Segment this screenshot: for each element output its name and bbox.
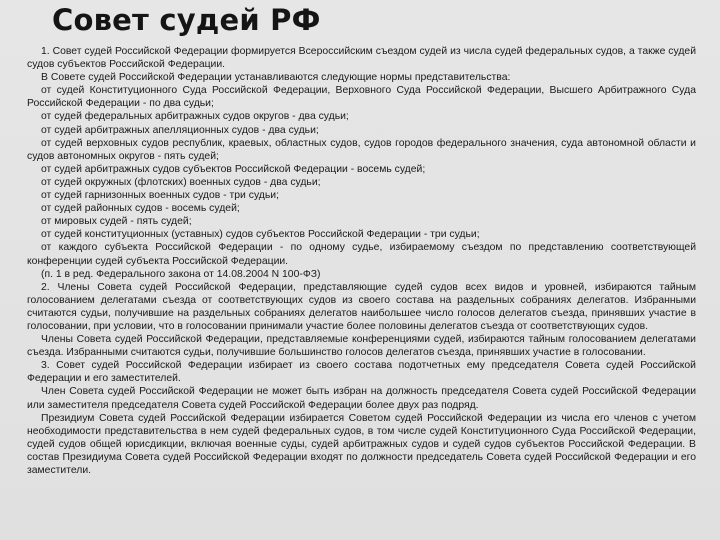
paragraph: от судей конституционных (уставных) судов субъектов Российской Федерации - три судьи; (41, 229, 480, 241)
paragraph: от судей районных судов - восемь судей; (41, 203, 240, 215)
paragraph: от каждого субъекта Российской Федерации - по одному судье, избираемому съездом по представлению соответствующей конференции судей субъекта Российской Федерации. (27, 242, 696, 267)
paragraph: Президиум Совета судей Российской Федерации избирается Советом судей Российской Федерации из числа его членов с учетом необходимости представительства в нем судей федеральных судов, в том числе судей Конституционного Суда Российской Федерации, судей судов общей юрисдикции, включая военные суды, судей арбитражных судов и судей судов субъектов Российской Федерации. В состав Президиума Совета судей Российской Федерации входят по должности председатель Совета судей Российской Федерации и его заместители. (27, 412, 696, 476)
paragraph: 1. Совет судей Российской Федерации формируется Всероссийским съездом судей из числа судей федеральных судов, а также судей судов субъектов Российской Федерации. (27, 46, 696, 71)
paragraph: от судей окружных (флотских) военных судов - два судьи; (41, 176, 321, 188)
paragraph: от судей верховных судов республик, краевых, областных судов, судов городов федерального значения, суда автономной области и судов автономных округов - пять судей; (27, 137, 696, 162)
paragraph: от судей гарнизонных военных судов - три судьи; (41, 190, 279, 202)
paragraph: Члены Совета судей Российской Федерации, представляемые конференциями судей, избираются тайным голосованием делегатами съезда. Избранными считаются судьи, получившие большинство голосов делегатов съезда, принявших участие в голосовании. (27, 334, 696, 359)
paragraph: от судей Конституционного Суда Российской Федерации, Верховного Суда Российской Федерации, Высшего Арбитражного Суда Российской Федерации - по два судьи; (27, 85, 696, 110)
paragraph: (п. 1 в ред. Федерального закона от 14.08.2004 N 100-ФЗ) (41, 268, 321, 280)
paragraph: от судей федеральных арбитражных судов округов - два судьи; (41, 111, 349, 123)
paragraph: Член Совета судей Российской Федерации не может быть избран на должность председателя Совета судей Российской Федерации или заместителя председателя Совета судей Российской Федерации более двух раз подряд. (27, 386, 696, 411)
paragraph: от мировых судей - пять судей; (41, 216, 192, 228)
paragraph: 3. Совет судей Российской Федерации избирает из своего состава подотчетных ему председателя Совета судей Российской Федерации и его заместителей. (27, 360, 696, 385)
paragraph: В Совете судей Российской Федерации устанавливаются следующие нормы представительства: (41, 72, 511, 84)
paragraph: от судей арбитражных апелляционных судов - два судьи; (41, 124, 319, 136)
slide-title: Совет судей РФ (52, 3, 321, 37)
paragraph: 2. Члены Совета судей Российской Федерации, представляющие судей судов всех видов и уровней, избираются тайным голосованием делегатами съезда от соответствующих судов из своего состава на раздельных собраниях делегатов. Избранными считаются судьи, получившие на раздельных собраниях делегатов наибольшее число голосов делегатов съезда, принявших участие в голосовании, при условии, что в голосовании принимали участие более половины делегатов съезда от соответствующих судов. (27, 281, 696, 332)
slide-body (27, 45, 696, 477)
paragraph: от судей арбитражных судов субъектов Российской Федерации - восемь судей; (41, 163, 426, 175)
